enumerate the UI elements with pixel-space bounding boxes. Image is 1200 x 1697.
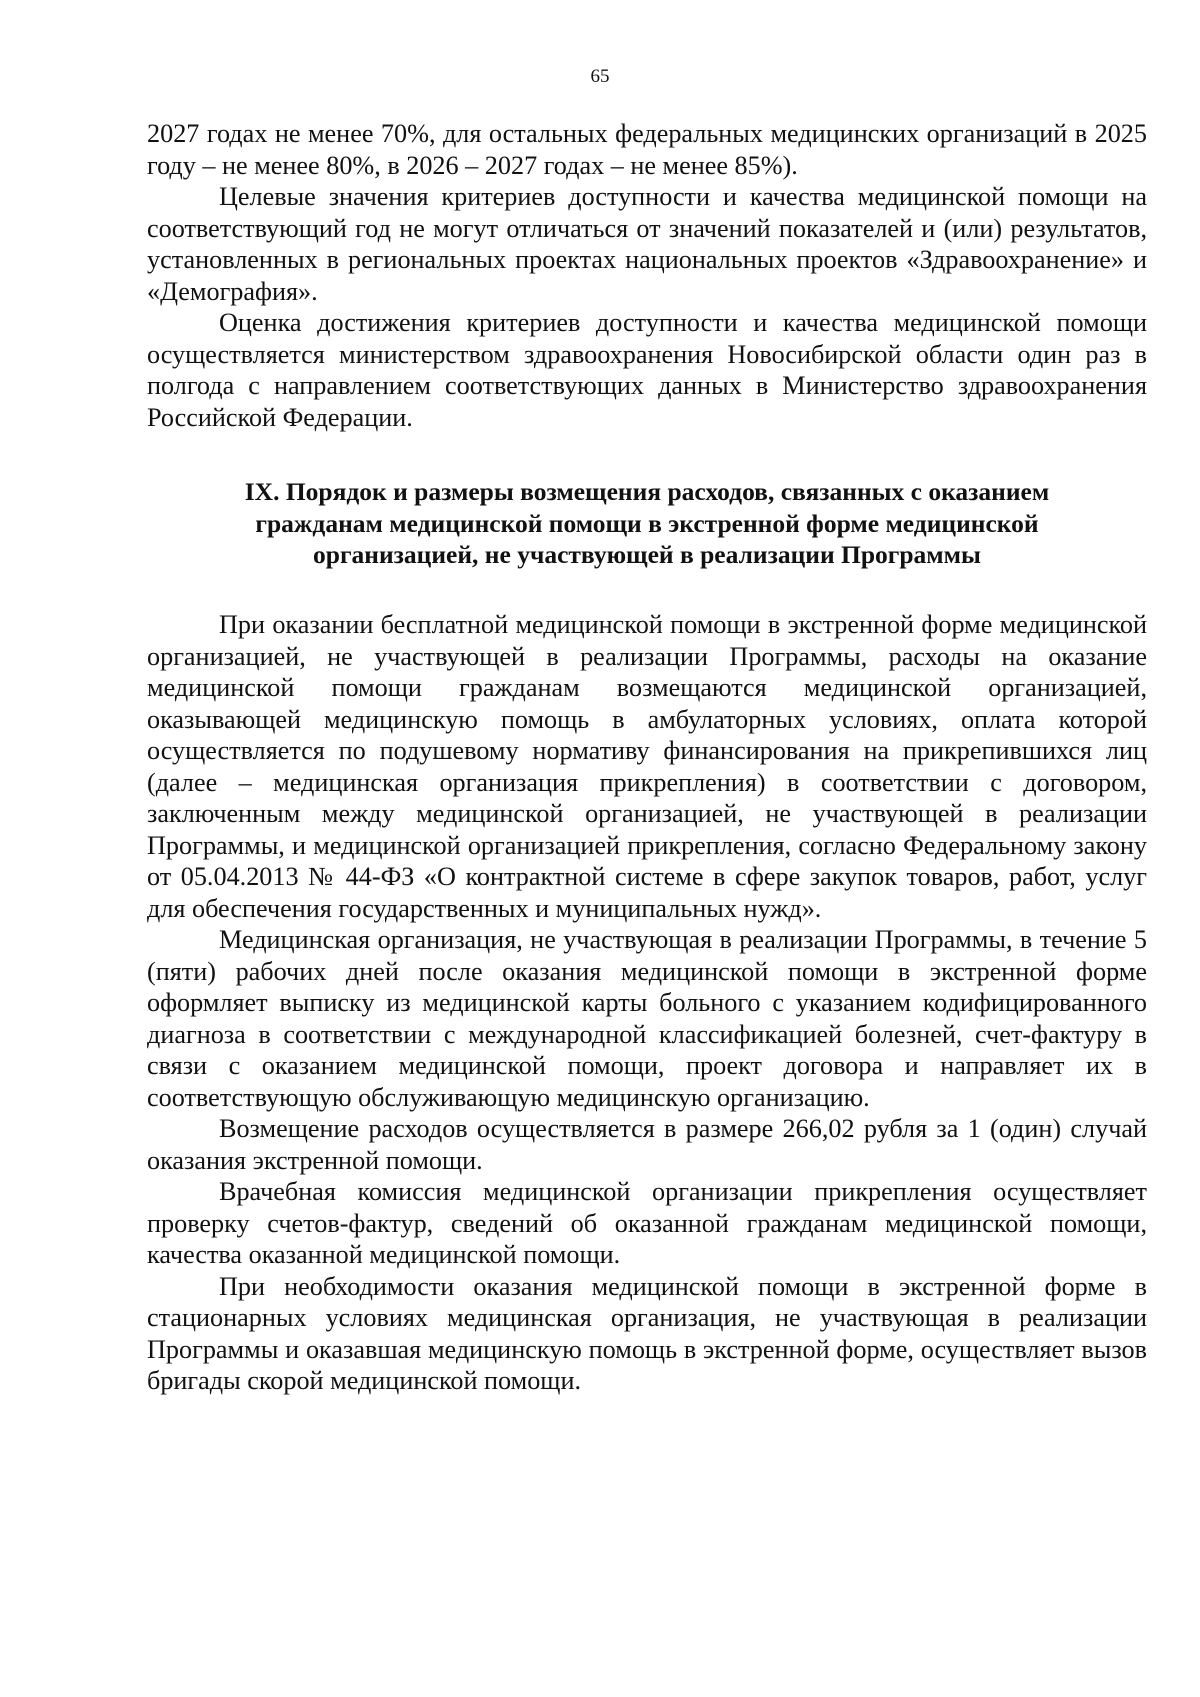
- paragraph-assessment: Оценка достижения критериев доступности и качества медицинской помощи осуществляется министерством здравоохранения Новосибирской области один раз в полгода с направлением соответствующих данных в Министерство здравоохранения Российской Федерации.: [147, 308, 1147, 432]
- section-heading: [147, 476, 1147, 571]
- paragraph-continuation: 2027 годах не менее 70%, для остальных федеральных медицинских организаций в 2025 году – не менее 80%, в 2026 – 2027 годах – не менее 85%).: [147, 119, 1147, 180]
- paragraph-reimbursement-basis: При оказании бесплатной медицинской помощи в экстренной форме медицинской организацией, не участвующей в реализации Программы, расходы на оказание медицинской помощи гражданам возмещаются медицинской организацией, оказывающей медицинскую помощь в амбулаторных условиях, оплата которой осуществляется по подушевому нормативу финансирования на прикрепившихся лиц (далее – медицинская организация прикрепления) в соответствии с договором, заключенным между медицинской организацией, не участвующей в реализации Программы, и медицинской организацией прикрепления, согласно Федеральному закону от 05.04.2013 № 44-ФЗ «О контрактной системе в сфере закупок товаров, работ, услуг для обеспечения государственных и муниципальных нужд».: [147, 610, 1147, 923]
- paragraph-amount: Возмещение расходов осуществляется в размере 266,02 рубля за 1 (один) случай оказания экстренной помощи.: [147, 1114, 1147, 1175]
- intro-text-block: [147, 118, 1147, 433]
- paragraph-documents: Медицинская организация, не участвующая в реализации Программы, в течение 5 (пяти) рабочих дней после оказания медицинской помощи в экстренной форме оформляет выписку из медицинской карты больного с указанием кодифицированного диагноза в соответствии с международной классификацией болезней, счет-фактуру в связи с оказанием медицинской помощи, проект договора и направляет их в соответствующую обслуживающую медицинскую организацию.: [147, 925, 1147, 1112]
- section-heading-line: IX. Порядок и размеры возмещения расходов, связанных с оказанием: [244, 477, 1050, 506]
- section-heading-line: гражданам медицинской помощи в экстренной форме медицинской: [255, 508, 1039, 538]
- section-heading-line: организацией, не участвующей в реализации Программы: [313, 540, 981, 569]
- paragraph-target-values: Целевые значения критериев доступности и качества медицинской помощи на соответствующий год не могут отличаться от значений показателей и (или) результатов, установленных в региональных проектах национальных проектов «Здравоохранение» и «Демография».: [147, 182, 1147, 306]
- paragraph-commission: Врачебная комиссия медицинской организации прикрепления осуществляет проверку счетов-фактур, сведений об оказанной гражданам медицинской помощи, качества оказанной медицинской помощи.: [147, 1177, 1147, 1269]
- page-number: 65: [590, 66, 610, 87]
- paragraph-inpatient: При необходимости оказания медицинской помощи в экстренной форме в стационарных условиях медицинская организация, не участвующая в реализации Программы и оказавшая медицинскую помощь в экстренной форме, осуществляет вызов бригады скорой медицинской помощи.: [147, 1271, 1147, 1395]
- section-text-block: [147, 609, 1147, 1397]
